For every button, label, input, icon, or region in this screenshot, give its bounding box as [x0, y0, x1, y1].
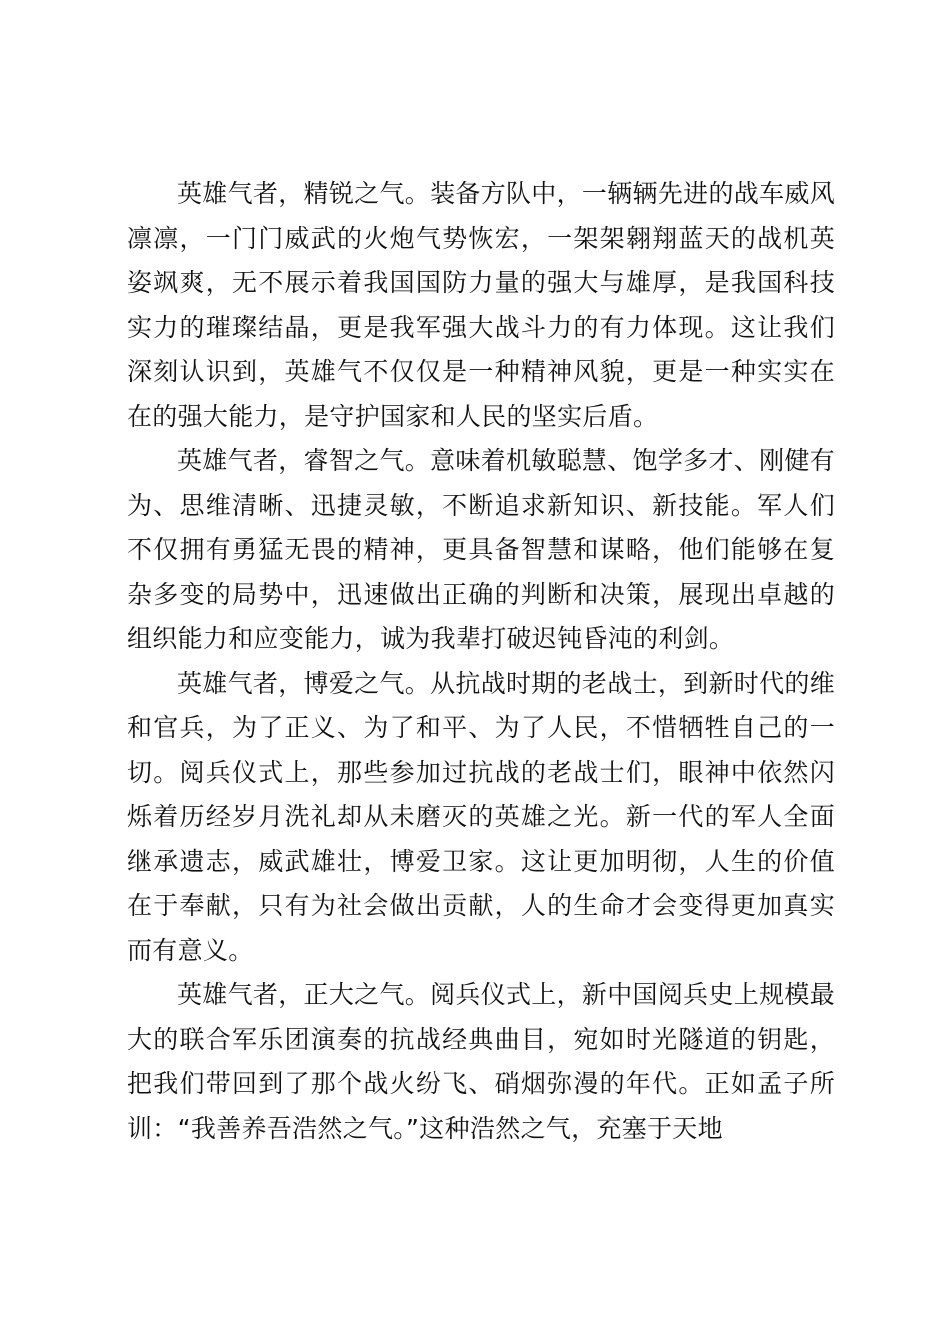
paragraph-elite-spirit: 英雄气者，精锐之气。装备方队中，一辆辆先进的战车威风凛凛，一门门威武的火炮气势恢宏，一架架翱翔蓝天的战机英姿飒爽，无不展示着我国国防力量的强大与雄厚，是我国科技实力的璀璨结晶，更是我军强大战斗力的有力体现。这让我们深刻认识到，英雄气不仅仅是一种精神风貌，更是一种实实在在的强大能力，是守护国家和人民的坚实后盾。 — [127, 179, 835, 431]
paragraph-fraternity-spirit: 英雄气者，博爱之气。从抗战时期的老战士，到新时代的维和官兵，为了正义、为了和平、为了人民，不惜牺牲自己的一切。阅兵仪式上，那些参加过抗战的老战士们，眼神中依然闪烁着历经岁月洗礼却从未磨灭的英雄之光。新一代的军人全面继承遗志，威武雄壮，博爱卫家。这让更加明彻，人生的价值在于奉献，只有为社会做出贡献，人的生命才会变得更加真实而有意义。 — [127, 668, 835, 965]
paragraph-righteous-spirit: 英雄气者，正大之气。阅兵仪式上，新中国阅兵史上规模最大的联合军乐团演奏的抗战经典曲目，宛如时光隧道的钥匙，把我们带回到了那个战火纷飞、硝烟弥漫的年代。正如孟子所训：“我善养吾浩然之气。”这种浩然之气，充塞于天地 — [127, 980, 835, 1143]
document-body — [127, 172, 835, 1151]
paragraph-wisdom-spirit: 英雄气者，睿智之气。意味着机敏聪慧、饱学多才、刚健有为、思维清晰、迅捷灵敏，不断追求新知识、新技能。军人们不仅拥有勇猛无畏的精神，更具备智慧和谋略，他们能够在复杂多变的局势中，迅速做出正确的判断和决策，展现出卓越的组织能力和应变能力，诚为我辈打破迟钝昏沌的利剑。 — [127, 446, 835, 653]
